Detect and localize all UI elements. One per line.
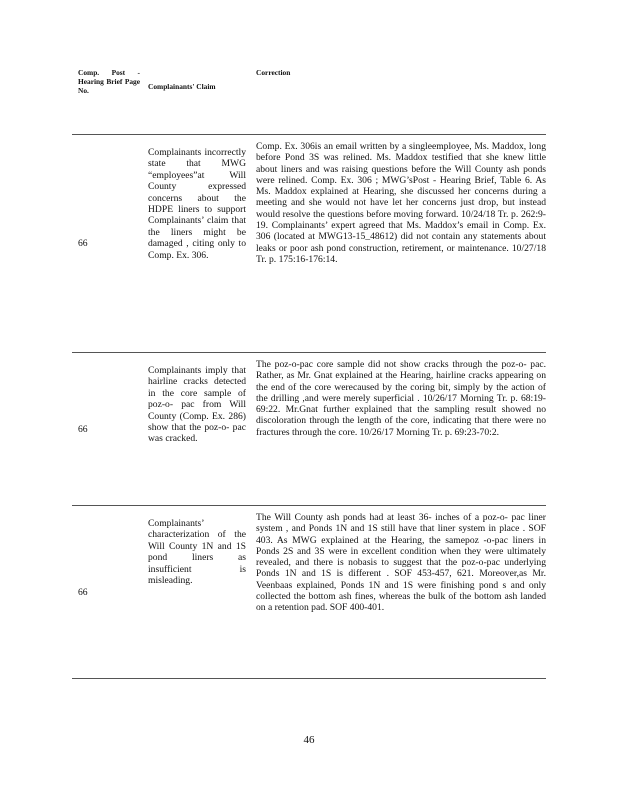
row-page-number: 66	[72, 135, 144, 353]
row-correction: The poz-o-pac core sample did not show cracks through the poz-o- pac. Rather, as Mr. Gnat explained at the Hearing, hairline cracks appearing on the end of the core werecaused by the coring bit, simply by the action of the drilling ,and were merely superficial . 10/26/17 Morning Tr. p. 68:19-69:22. Mr.Gnat further explained that the sampling result showed no discoloration through the length of the core, indicating that there were no fractures through the core. 10/26/17 Morning Tr. p. 69:23-70:2.	[252, 353, 546, 506]
table-header-row	[72, 68, 546, 135]
header-page-no: Comp. Post - Hearing Brief Page No.	[72, 68, 144, 135]
row-claim: Complainants’ characterization of the Will County 1N and 1S pond liners as insufficient is misleading.	[144, 506, 252, 679]
row-page-number: 66	[72, 353, 144, 506]
row-correction: Comp. Ex. 306is an email written by a singleemployee, Ms. Maddox, long before Pond 3S was relined. Ms. Maddox testified that she knew little about liners and was raising questions before the Will County ash ponds were relined. Comp. Ex. 306 ; MWG’sPost - Hearing Brief, Table 6. As Ms. Maddox explained at Hearing, she discussed her concerns during a meeting and she would not have let her concerns just drop, but instead would resolve the questions before moving forward. 10/24/18 Tr. p. 262:9-19. Complainants’ expert agreed that Ms. Maddox’s email in Comp. Ex. 306 (located at MWG13-15_48612) did not contain any statements about leaks or poor ash pond construction, retirement, or maintenance. 10/27/18 Tr. p. 175:16-176:14.	[252, 135, 546, 353]
page-number: 46	[303, 734, 315, 746]
table-row	[72, 135, 546, 353]
row-page-number: 66	[72, 506, 144, 679]
table-row	[72, 353, 546, 506]
header-correction: Correction	[252, 68, 546, 135]
row-claim: Complainants imply that hairline cracks detected in the core sample of poz-o- pac from Will County (Comp. Ex. 286) show that the poz-o- pac was cracked.	[144, 353, 252, 506]
table-row	[72, 506, 546, 679]
row-correction: The Will County ash ponds had at least 36- inches of a poz-o- pac liner system , and Ponds 1N and 1S still have that liner system in place . SOF 403. As MWG explained at the Hearing, the samepoz -o-pac liners in Ponds 2S and 3S were in excellent condition when they were ultimately revealed, and there is nobasis to suggest that the poz-o-pac underlying Ponds 1N and 1S is different . SOF 453-457, 621. Moreover,as Mr. Veenbaas explained, Ponds 1N and 1S were finishing pond s and only collected the bottom ash fines, whereas the bulk of the bottom ash landed on a retention pad. SOF 400-401.	[252, 506, 546, 679]
row-claim: Complainants incorrectly state that MWG “employees”at Will County expressed concerns about the HDPE liners to support Complainants’ claim that the liners might be damaged , citing only to Comp. Ex. 306.	[144, 135, 252, 353]
corrections-table	[72, 68, 546, 679]
header-claim: Complainants' Claim	[144, 68, 252, 135]
